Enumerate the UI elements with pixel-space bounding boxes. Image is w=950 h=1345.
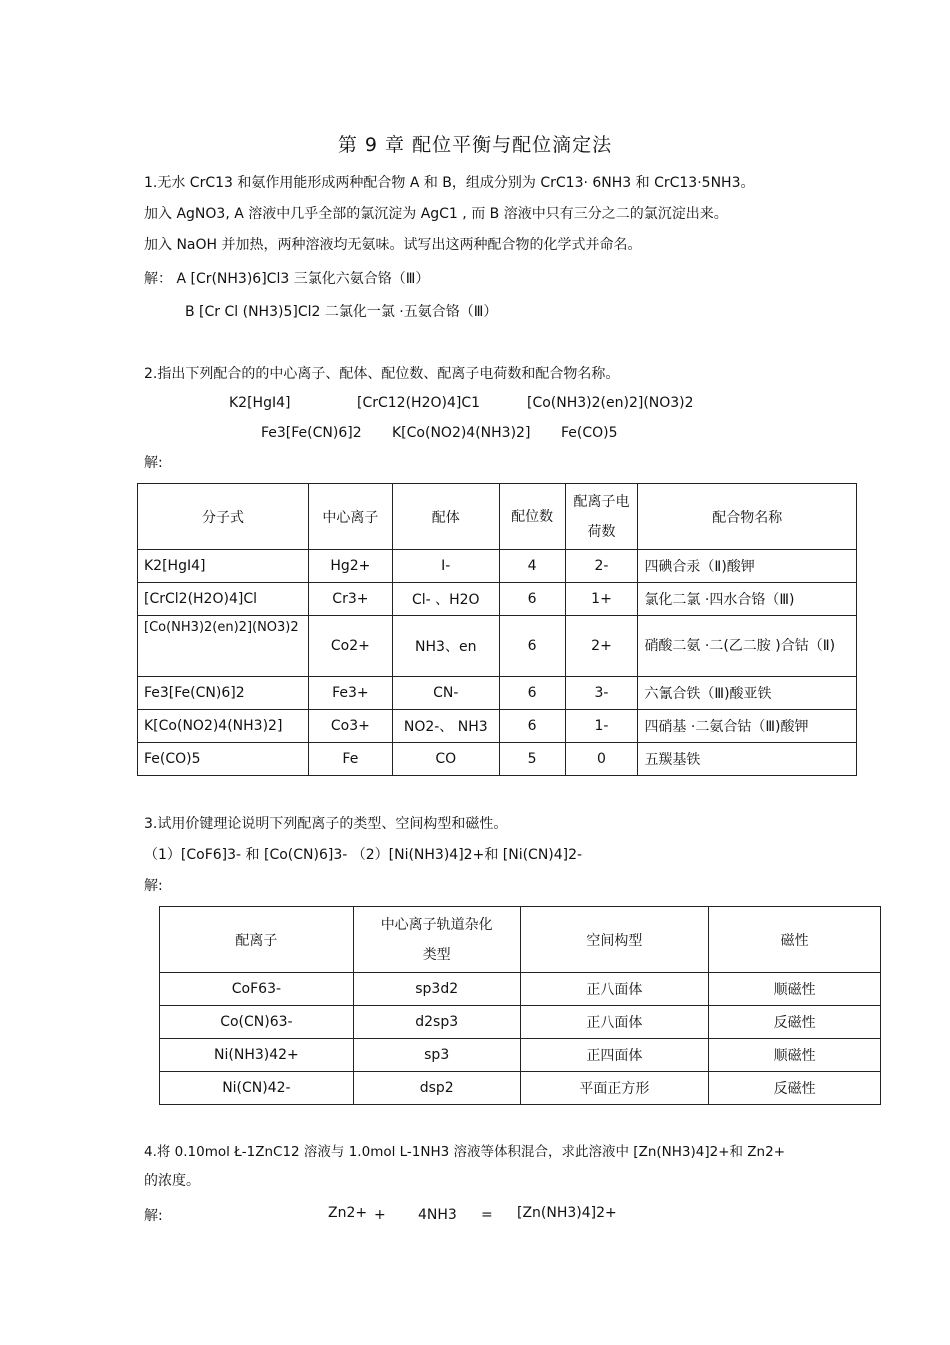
- header-cell: 配体: [392, 484, 499, 550]
- q2-formula-4: Fe3[Fe(CN)6]2: [261, 425, 362, 441]
- q1-line2: 加入 AgNO3, A 溶液中几乎全部的氯沉淀为 AgC1 , 而 B 溶液中只有三分之二的氯沉淀出来。: [144, 206, 728, 222]
- table-cell: 6: [499, 677, 565, 710]
- table-cell: 2-: [565, 550, 638, 583]
- table-cell: 4: [499, 550, 565, 583]
- q4-line2: 的浓度。: [144, 1173, 200, 1189]
- table-cell: Co(CN)63-: [160, 1006, 354, 1039]
- table-cell: [CrCl2(H2O)4]Cl: [138, 583, 309, 616]
- table-cell: 1-: [565, 710, 638, 743]
- table-cell: 顺磁性: [709, 973, 881, 1006]
- q3-line1: 3.试用价键理论说明下列配离子的类型、空间构型和磁性。: [144, 816, 508, 832]
- q2-formula-2: [CrC12(H2O)4]C1: [357, 395, 481, 411]
- table-cell: sp3d2: [353, 973, 520, 1006]
- table-cell: NH3、en: [392, 616, 499, 677]
- q1-line1: 1.无水 CrC13 和氨作用能形成两种配合物 A 和 B，组成分别为 CrC13· 6NH3 和 CrC13·5NH3。: [144, 175, 755, 191]
- table-cell: sp3: [353, 1039, 520, 1072]
- table-cell: 正四面体: [520, 1039, 709, 1072]
- header-cell: 配离子电荷数: [565, 484, 638, 550]
- table-cell: Fe3[Fe(CN)6]2: [138, 677, 309, 710]
- table-cell: 顺磁性: [709, 1039, 881, 1072]
- table-row: [160, 1039, 881, 1072]
- table-cell: I-: [392, 550, 499, 583]
- table-cell: 3-: [565, 677, 638, 710]
- q4-eq-complex: [Zn(NH3)4]2+: [517, 1205, 617, 1221]
- table-cell: 四碘合汞（Ⅱ)酸钾: [638, 550, 857, 583]
- q1-answer-a: 解： A [Cr(NH3)6]Cl3 三氯化六氨合铬（Ⅲ）: [144, 271, 430, 287]
- q4-eq-plus: +: [374, 1207, 386, 1223]
- table-row: [138, 616, 857, 677]
- table-cell: Ni(NH3)42+: [160, 1039, 354, 1072]
- q2-line1: 2.指出下列配合的的中心离子、配体、配位数、配离子电荷数和配合物名称。: [144, 366, 620, 382]
- q2-formula-1: K2[HgI4]: [229, 395, 291, 411]
- table-cell: NO2-、 NH3: [392, 710, 499, 743]
- table-cell: Fe3+: [308, 677, 392, 710]
- q4-line1: 4.将 0.10mol Ł-1ZnC12 溶液与 1.0mol L-1NH3 溶液等体积混合，求此溶液中 [Zn(NH3)4]2+和 Zn2+: [144, 1144, 786, 1160]
- table-cell: 6: [499, 710, 565, 743]
- table-cell: 反磁性: [709, 1072, 881, 1105]
- table-row: [138, 710, 857, 743]
- table-cell: 五羰基铁: [638, 743, 857, 776]
- table-cell: 四硝基 ·二氨合钴（Ⅲ)酸钾: [638, 710, 857, 743]
- table-row: [160, 1072, 881, 1105]
- table-cell: Fe: [308, 743, 392, 776]
- table-row: [160, 973, 881, 1006]
- header-cell: 磁性: [709, 907, 881, 973]
- table-cell: Fe(CO)5: [138, 743, 309, 776]
- table-cell: Ni(CN)42-: [160, 1072, 354, 1105]
- header-cell: 配合物名称: [638, 484, 857, 550]
- table-cell: 硝酸二氨 ·二(乙二胺 )合钴（Ⅱ): [638, 616, 857, 677]
- header-cell: 中心离子轨道杂化类型: [353, 907, 520, 973]
- table-cell: Co3+: [308, 710, 392, 743]
- header-cell: 配离子: [160, 907, 354, 973]
- table-row: [138, 583, 857, 616]
- table-cell: Cl- 、H2O: [392, 583, 499, 616]
- table-cell: 正八面体: [520, 973, 709, 1006]
- q4-eq-zn: Zn2+: [328, 1205, 368, 1221]
- q1-answer-b: B [Cr Cl (NH3)5]Cl2 二氯化一氯 ·五氨合铬（Ⅲ）: [185, 304, 498, 320]
- table-cell: Cr3+: [308, 583, 392, 616]
- table-cell: CoF63-: [160, 973, 354, 1006]
- header-cell: 配位数: [499, 484, 565, 550]
- table-header-row: [138, 484, 857, 550]
- table-cell: CN-: [392, 677, 499, 710]
- table-cell: dsp2: [353, 1072, 520, 1105]
- table-row: [138, 677, 857, 710]
- table-cell: Hg2+: [308, 550, 392, 583]
- table-row: [138, 550, 857, 583]
- q3-line2: （1）[CoF6]3- 和 [Co(CN)6]3- （2）[Ni(NH3)4]2+和 [Ni(CN)4]2-: [144, 847, 583, 863]
- table-row: [138, 743, 857, 776]
- page-title: 第 9 章 配位平衡与配位滴定法: [337, 134, 613, 156]
- table-cell: 正八面体: [520, 1006, 709, 1039]
- q3-jie: 解:: [144, 878, 163, 894]
- table-cell: 1+: [565, 583, 638, 616]
- header-cell: 分子式: [138, 484, 309, 550]
- q1-line3: 加入 NaOH 并加热，两种溶液均无氨味。试写出这两种配合物的化学式并命名。: [144, 237, 642, 253]
- table-cell: K[Co(NO2)4(NH3)2]: [138, 710, 309, 743]
- q4-jie: 解:: [144, 1208, 163, 1224]
- table-cell: 氯化二氯 ·四水合铬（Ⅲ): [638, 583, 857, 616]
- table-cell: CO: [392, 743, 499, 776]
- q2-formula-3: [Co(NH3)2(en)2](NO3)2: [527, 395, 694, 411]
- table-cell: K2[HgI4]: [138, 550, 309, 583]
- table-cell: 5: [499, 743, 565, 776]
- table-cell: 6: [499, 583, 565, 616]
- q2-table: [137, 483, 857, 776]
- q4-eq-equals: =: [481, 1207, 493, 1223]
- table-cell: Co2+: [308, 616, 392, 677]
- table-cell: [Co(NH3)2(en)2](NO3)2: [138, 616, 309, 677]
- q3-table: [159, 906, 881, 1105]
- header-cell: 空间构型: [520, 907, 709, 973]
- table-cell: 平面正方形: [520, 1072, 709, 1105]
- table-cell: 0: [565, 743, 638, 776]
- table-cell: d2sp3: [353, 1006, 520, 1039]
- q2-formula-5: K[Co(NO2)4(NH3)2]: [392, 425, 531, 441]
- q2-formula-6: Fe(CO)5: [561, 425, 618, 441]
- header-cell: 中心离子: [308, 484, 392, 550]
- table-cell: 反磁性: [709, 1006, 881, 1039]
- table-header-row: [160, 907, 881, 973]
- q4-eq-nh3: 4NH3: [418, 1207, 457, 1223]
- table-cell: 2+: [565, 616, 638, 677]
- table-row: [160, 1006, 881, 1039]
- table-cell: 6: [499, 616, 565, 677]
- q2-jie: 解:: [144, 455, 163, 471]
- table-cell: 六氰合铁（Ⅲ)酸亚铁: [638, 677, 857, 710]
